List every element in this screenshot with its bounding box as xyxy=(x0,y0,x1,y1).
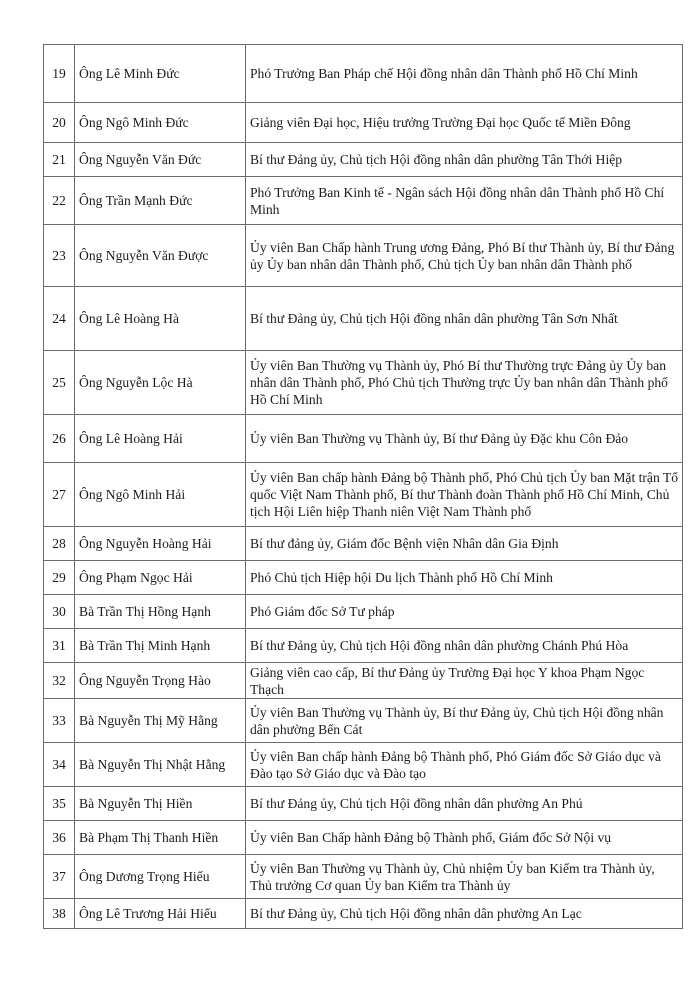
table-row xyxy=(44,351,683,415)
row-number: 35 xyxy=(44,787,75,821)
member-name: Ông Trần Mạnh Đức xyxy=(75,177,246,225)
member-name: Ông Nguyễn Trọng Hào xyxy=(75,663,246,699)
member-position: Phó Chủ tịch Hiệp hội Du lịch Thành phố Hồ Chí Minh xyxy=(246,561,683,595)
member-position: Ủy viên Ban Chấp hành Trung ương Đảng, Phó Bí thư Thành ủy, Bí thư Đảng ủy Ủy ban nhân dân Thành phố, Chủ tịch Ủy ban nhân dân Thành phố xyxy=(246,225,683,287)
member-name: Ông Nguyễn Văn Đức xyxy=(75,143,246,177)
member-position: Bí thư Đảng ủy, Chủ tịch Hội đồng nhân dân phường Tân Sơn Nhất xyxy=(246,287,683,351)
table-row xyxy=(44,527,683,561)
table-row xyxy=(44,855,683,899)
member-position: Bí thư Đảng ủy, Chủ tịch Hội đồng nhân dân phường Chánh Phú Hòa xyxy=(246,629,683,663)
member-position: Ủy viên Ban Thường vụ Thành ủy, Bí thư Đảng ủy Đặc khu Côn Đảo xyxy=(246,415,683,463)
table-row xyxy=(44,787,683,821)
member-position: Bí thư Đảng ủy, Chủ tịch Hội đồng nhân dân phường Tân Thới Hiệp xyxy=(246,143,683,177)
member-position: Giảng viên cao cấp, Bí thư Đảng ủy Trường Đại học Y khoa Phạm Ngọc Thạch xyxy=(246,663,683,699)
table-row xyxy=(44,45,683,103)
row-number: 30 xyxy=(44,595,75,629)
row-number: 26 xyxy=(44,415,75,463)
member-position: Ủy viên Ban Chấp hành Đảng bộ Thành phố, Giám đốc Sở Nội vụ xyxy=(246,821,683,855)
member-name: Bà Trần Thị Hồng Hạnh xyxy=(75,595,246,629)
table-row xyxy=(44,143,683,177)
row-number: 23 xyxy=(44,225,75,287)
table-row xyxy=(44,821,683,855)
member-name: Ông Dương Trọng Hiếu xyxy=(75,855,246,899)
table-row xyxy=(44,415,683,463)
member-table-body xyxy=(44,45,683,929)
table-row xyxy=(44,463,683,527)
table-row xyxy=(44,629,683,663)
table-row xyxy=(44,177,683,225)
row-number: 22 xyxy=(44,177,75,225)
row-number: 37 xyxy=(44,855,75,899)
row-number: 24 xyxy=(44,287,75,351)
member-name: Ông Nguyễn Hoàng Hải xyxy=(75,527,246,561)
row-number: 33 xyxy=(44,699,75,743)
member-position: Phó Trưởng Ban Kinh tế - Ngân sách Hội đồng nhân dân Thành phố Hồ Chí Minh xyxy=(246,177,683,225)
table-row xyxy=(44,743,683,787)
member-name: Bà Phạm Thị Thanh Hiền xyxy=(75,821,246,855)
member-position: Ủy viên Ban Thường vụ Thành ủy, Phó Bí thư Thường trực Đảng ủy Ủy ban nhân dân Thành phố, Phó Chủ tịch Thường trực Ủy ban nhân dân Thành phố Hồ Chí Minh xyxy=(246,351,683,415)
table-row xyxy=(44,287,683,351)
member-name: Bà Nguyễn Thị Nhật Hằng xyxy=(75,743,246,787)
table-row xyxy=(44,595,683,629)
member-position: Phó Giám đốc Sở Tư pháp xyxy=(246,595,683,629)
row-number: 21 xyxy=(44,143,75,177)
member-name: Bà Nguyễn Thị Mỹ Hằng xyxy=(75,699,246,743)
member-name: Ông Lê Hoàng Hải xyxy=(75,415,246,463)
row-number: 32 xyxy=(44,663,75,699)
row-number: 36 xyxy=(44,821,75,855)
member-position: Ủy viên Ban Thường vụ Thành ủy, Bí thư Đảng ủy, Chủ tịch Hội đồng nhân dân phường Bến Cát xyxy=(246,699,683,743)
member-position: Giảng viên Đại học, Hiệu trưởng Trường Đại học Quốc tế Miền Đông xyxy=(246,103,683,143)
member-name: Bà Nguyễn Thị Hiền xyxy=(75,787,246,821)
member-table xyxy=(43,44,683,929)
row-number: 38 xyxy=(44,899,75,929)
member-position: Bí thư đảng ủy, Giám đốc Bệnh viện Nhân dân Gia Định xyxy=(246,527,683,561)
row-number: 19 xyxy=(44,45,75,103)
table-row xyxy=(44,561,683,595)
member-position: Phó Trưởng Ban Pháp chế Hội đồng nhân dân Thành phố Hồ Chí Minh xyxy=(246,45,683,103)
member-name: Ông Ngô Minh Đức xyxy=(75,103,246,143)
member-name: Ông Lê Minh Đức xyxy=(75,45,246,103)
member-name: Ông Lê Trương Hải Hiếu xyxy=(75,899,246,929)
row-number: 20 xyxy=(44,103,75,143)
member-position: Ủy viên Ban chấp hành Đảng bộ Thành phố, Phó Chủ tịch Ủy ban Mặt trận Tổ quốc Việt Nam Thành phố, Bí thư Thành đoàn Thành phố Hồ Chí Minh, Chủ tịch Hội Liên hiệp Thanh niên Việt Nam Thành phố xyxy=(246,463,683,527)
member-name: Ông Ngô Minh Hải xyxy=(75,463,246,527)
table-row xyxy=(44,103,683,143)
row-number: 34 xyxy=(44,743,75,787)
member-name: Ông Nguyễn Lộc Hà xyxy=(75,351,246,415)
table-row xyxy=(44,225,683,287)
member-position: Ủy viên Ban chấp hành Đảng bộ Thành phố, Phó Giám đốc Sở Giáo dục và Đào tạo Sở Giáo dục và Đào tạo xyxy=(246,743,683,787)
row-number: 31 xyxy=(44,629,75,663)
member-name: Ông Phạm Ngọc Hải xyxy=(75,561,246,595)
row-number: 28 xyxy=(44,527,75,561)
row-number: 29 xyxy=(44,561,75,595)
member-position: Bí thư Đảng ủy, Chủ tịch Hội đồng nhân dân phường An Phú xyxy=(246,787,683,821)
member-name: Ông Nguyễn Văn Được xyxy=(75,225,246,287)
table-row xyxy=(44,699,683,743)
row-number: 25 xyxy=(44,351,75,415)
member-name: Ông Lê Hoàng Hà xyxy=(75,287,246,351)
row-number: 27 xyxy=(44,463,75,527)
table-row xyxy=(44,663,683,699)
member-position: Ủy viên Ban Thường vụ Thành ủy, Chủ nhiệm Ủy ban Kiểm tra Thành ủy, Thủ trưởng Cơ quan Ủy ban Kiểm tra Thành ủy xyxy=(246,855,683,899)
member-position: Bí thư Đảng ủy, Chủ tịch Hội đồng nhân dân phường An Lạc xyxy=(246,899,683,929)
table-row xyxy=(44,899,683,929)
member-name: Bà Trần Thị Minh Hạnh xyxy=(75,629,246,663)
